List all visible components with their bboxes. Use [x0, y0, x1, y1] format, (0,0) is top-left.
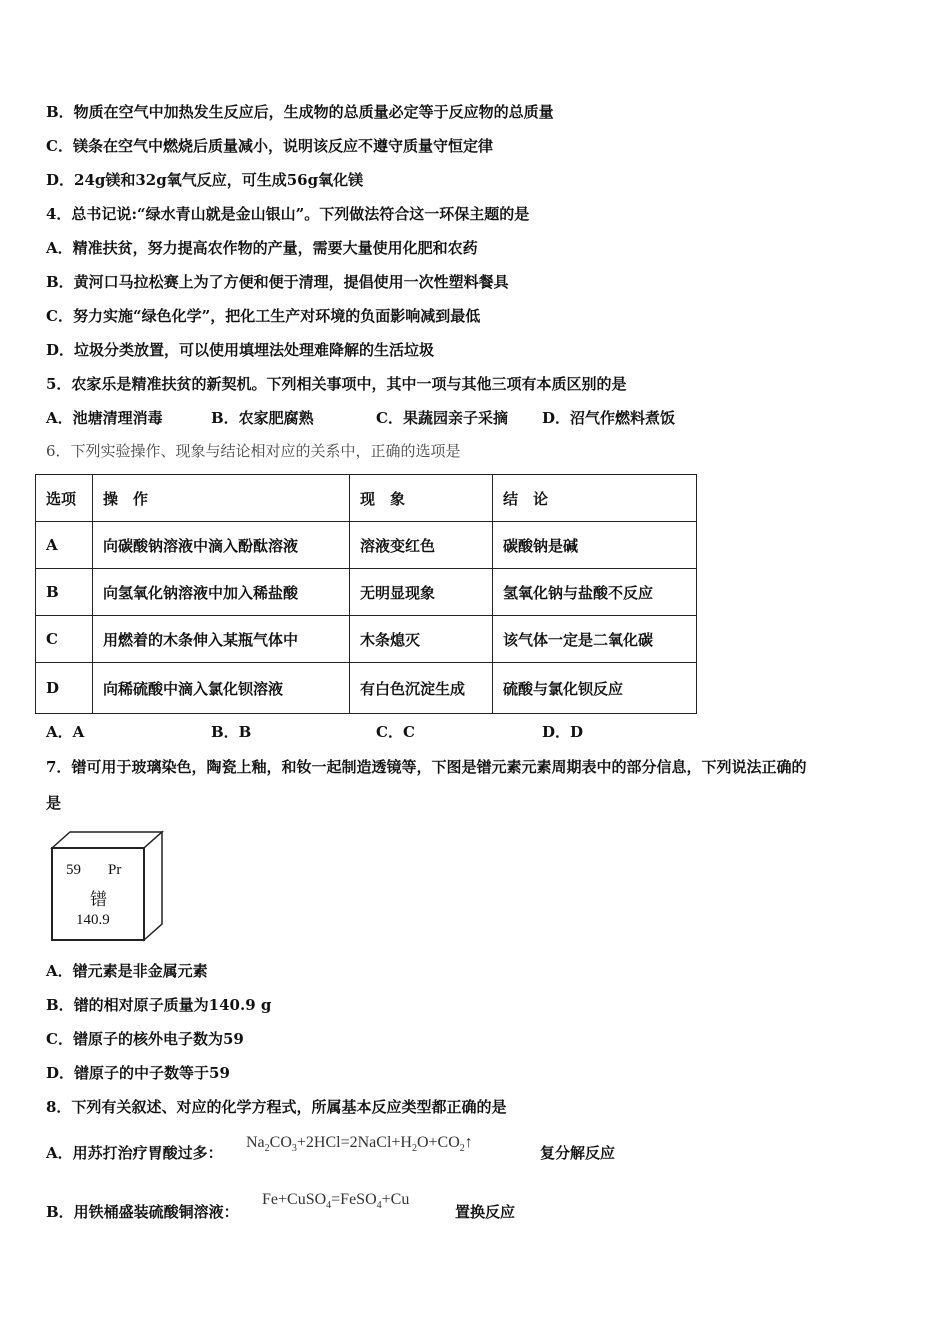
element-atomic-mass: 140.9 — [76, 912, 110, 928]
row-d-operation: 向稀硫酸中滴入氯化钡溶液 — [93, 663, 350, 714]
q8-option-b-type: 置换反应 — [455, 1203, 516, 1221]
q4-option-c: C．努力实施“绿色化学”，把化工生产对环境的负面影响减到最低 — [46, 307, 481, 325]
q5-option-a: A．池塘清理消毒 — [46, 409, 163, 427]
row-c-option: C — [36, 616, 93, 663]
q3-option-b: B．物质在空气中加热发生反应后，生成物的总质量必定等于反应物的总质量 — [46, 103, 554, 121]
row-d-phenomenon: 有白色沉淀生成 — [350, 663, 493, 714]
q3-option-d: D．24g镁和32g氧气反应，可生成56g氧化镁 — [46, 171, 364, 189]
q6-option-d: D．D — [542, 723, 584, 741]
header-phenomenon: 现 象 — [350, 475, 493, 522]
q4-stem: 4．总书记说:“绿水青山就是金山银山”。下列做法符合这一环保主题的是 — [46, 205, 530, 223]
table-row — [36, 616, 697, 663]
q6-stem: 6．下列实验操作、现象与结论相对应的关系中，正确的选项是 — [46, 442, 461, 460]
q7-option-d: D．镨原子的中子数等于59 — [46, 1064, 230, 1082]
row-b-phenomenon: 无明显现象 — [350, 569, 493, 616]
row-d-conclusion: 硫酸与氯化钡反应 — [493, 663, 697, 714]
q8-option-b-text: B．用铁桶盛装硫酸铜溶液： — [46, 1203, 239, 1221]
element-name: 镨 — [90, 890, 107, 909]
q8-option-a-text: A．用苏打治疗胃酸过多： — [46, 1144, 223, 1162]
q5-option-d: D．沼气作燃料煮饭 — [542, 409, 676, 427]
q4-option-d: D．垃圾分类放置，可以使用填埋法处理难降解的生活垃圾 — [46, 341, 435, 359]
table-row — [36, 663, 697, 714]
q6-option-b: B．B — [211, 723, 252, 741]
row-b-conclusion: 氢氧化钠与盐酸不反应 — [493, 569, 697, 616]
row-d-option: D — [36, 663, 93, 714]
table-row — [36, 569, 697, 616]
table-row — [36, 522, 697, 569]
q4-option-a: A．精准扶贫，努力提高农作物的产量，需要大量使用化肥和农药 — [46, 239, 478, 257]
q8-option-a-equation: $Na_2CO_3+2HCl=2NaCl+H_2O+CO_2↑$ — [246, 1134, 473, 1155]
q5-option-b: B．农家肥腐熟 — [211, 409, 314, 427]
row-b-operation: 向氢氧化钠溶液中加入稀盐酸 — [93, 569, 350, 616]
q6-table — [35, 474, 697, 714]
header-operation: 操 作 — [93, 475, 350, 522]
q8-option-b-equation: Fe+CuSO$_4$=FeSO$_4$+Cu — [262, 1191, 410, 1212]
q7-stem-line-2: 是 — [46, 794, 62, 812]
q5-option-c: C．果蔬园亲子采摘 — [376, 409, 508, 427]
q7-option-b: B．镨的相对原子质量为140.9 g — [46, 996, 272, 1014]
q7-stem-line-1: 7．镨可用于玻璃染色，陶瓷上釉，和钕一起制造透镜等，下图是镨元素元素周期表中的部分信息，下列说法正确的 — [46, 758, 807, 776]
q4-option-b: B．黄河口马拉松赛上为了方便和便于清理，提倡使用一次性塑料餐具 — [46, 273, 509, 291]
row-a-option: A — [36, 522, 93, 569]
q8-option-a-type: 复分解反应 — [540, 1144, 616, 1162]
row-a-conclusion: 碳酸钠是碱 — [493, 522, 697, 569]
row-c-operation: 用燃着的木条伸入某瓶气体中 — [93, 616, 350, 663]
element-symbol: Pr — [108, 862, 122, 878]
header-conclusion: 结 论 — [493, 475, 697, 522]
q3-option-c: C．镁条在空气中燃烧后质量减小，说明该反应不遵守质量守恒定律 — [46, 137, 493, 155]
q7-option-a: A．镨元素是非金属元素 — [46, 962, 208, 980]
row-a-operation: 向碳酸钠溶液中滴入酚酞溶液 — [93, 522, 350, 569]
header-option: 选项 — [36, 475, 93, 522]
row-c-phenomenon: 木条熄灭 — [350, 616, 493, 663]
q6-option-c: C．C — [376, 723, 415, 741]
table-header-row — [36, 475, 697, 522]
q7-option-c: C．镨原子的核外电子数为59 — [46, 1030, 244, 1048]
q5-stem: 5．农家乐是精准扶贫的新契机。下列相关事项中，其中一项与其他三项有本质区别的是 — [46, 375, 627, 393]
element-atomic-number: 59 — [66, 862, 81, 878]
element-card — [50, 830, 164, 942]
row-c-conclusion: 该气体一定是二氧化碳 — [493, 616, 697, 663]
row-b-option: B — [36, 569, 93, 616]
q8-stem: 8．下列有关叙述、对应的化学方程式，所属基本反应类型都正确的是 — [46, 1098, 507, 1116]
q6-option-a: A．A — [46, 723, 85, 741]
row-a-phenomenon: 溶液变红色 — [350, 522, 493, 569]
